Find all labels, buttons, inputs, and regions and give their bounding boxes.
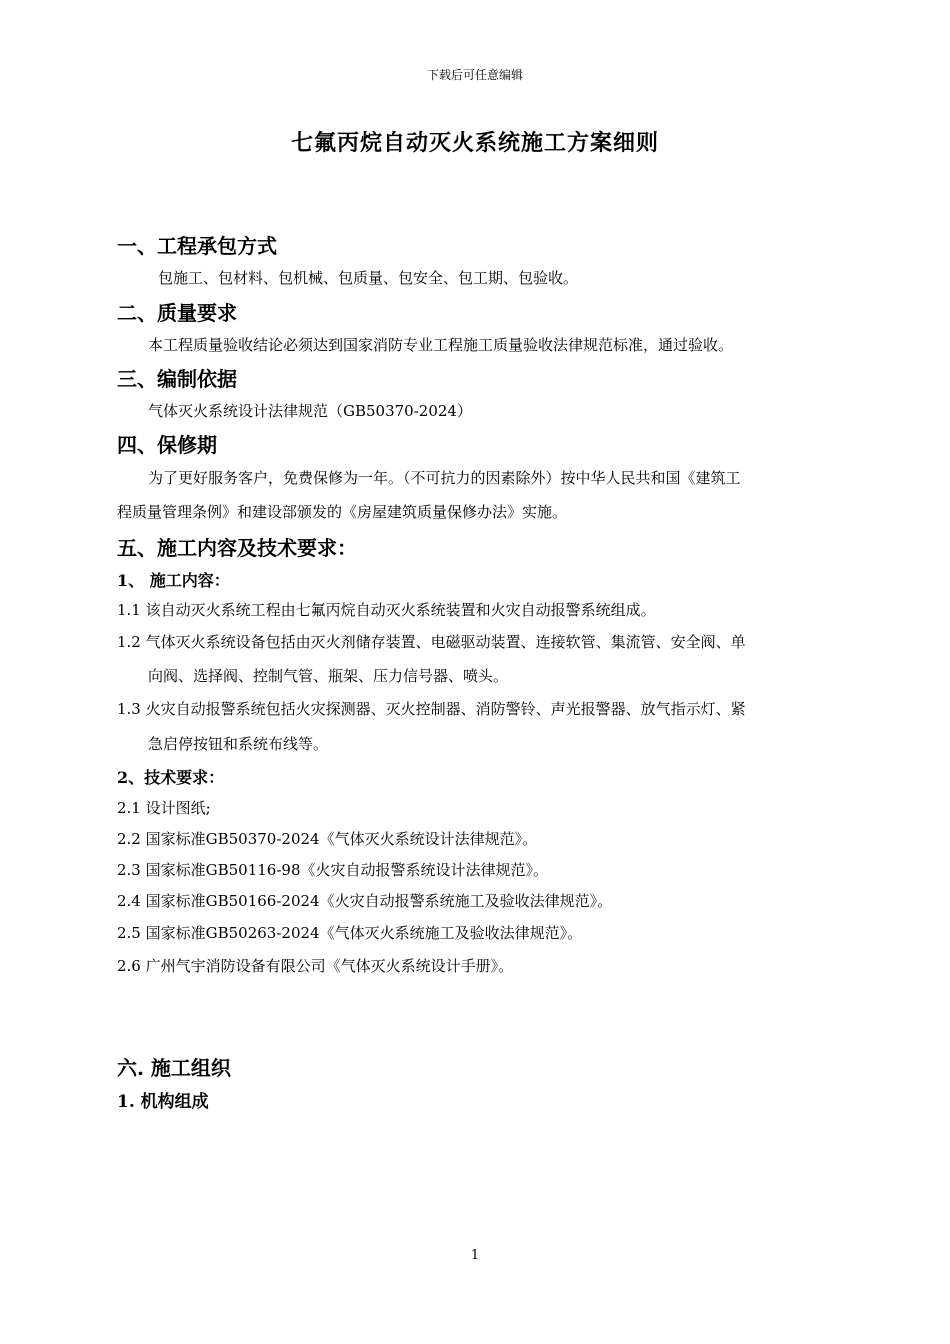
- item-1-1: 1.1 该自动灭火系统工程由七氟丙烷自动灭火系统装置和火灾自动报警系统组成。: [117, 601, 656, 619]
- item-1-3-line-2: 急启停按钮和系统布线等。: [148, 735, 329, 753]
- item-2-3: 2.3 国家标准GB50116-98《火灾自动报警系统设计法律规范》。: [117, 861, 549, 879]
- section-4-body-line-2: 程质量管理条例》和建设部颁发的《房屋建筑质量保修办法》实施。: [117, 503, 568, 521]
- section-4-body-line-1: 为了更好服务客户，免费保修为一年。（不可抗力的因素除外）按中华人民共和国《建筑工: [148, 469, 741, 487]
- item-1-3-line-1: 1.3 火灾自动报警系统包括火灾探测器、灭火控制器、消防警铃、声光报警器、放气指示灯、紧: [117, 700, 746, 718]
- section-6-heading: 六. 施工组织: [117, 1056, 231, 1080]
- item-2-1: 2.1 设计图纸;: [117, 799, 211, 817]
- section-5-heading: 五、施工内容及技术要求：: [117, 536, 357, 560]
- item-2-2: 2.2 国家标准GB50370-2024《气体灭火系统设计法律规范》。: [117, 830, 538, 848]
- item-2-4: 2.4 国家标准GB50166-2024《火灾自动报警系统施工及验收法律规范》。: [117, 892, 613, 910]
- section-5-sub-1: 1、 施工内容：: [117, 571, 230, 590]
- page-number: 1: [470, 1248, 480, 1263]
- section-3-heading: 三、编制依据: [117, 367, 237, 391]
- section-2-heading: 二、质量要求: [117, 301, 237, 325]
- item-2-5: 2.5 国家标准GB50263-2024《气体灭火系统施工及验收法律规范》。: [117, 924, 583, 942]
- item-1-2-line-2: 向阀、选择阀、控制气管、瓶架、压力信号器、喷头。: [148, 667, 509, 685]
- item-2-6: 2.6 广州气宇消防设备有限公司《气体灭火系统设计手册》。: [117, 957, 514, 975]
- section-3-body: 气体灭火系统设计法律规范（GB50370-2024）: [148, 402, 472, 420]
- section-5-sub-2: 2、技术要求：: [117, 768, 225, 787]
- section-1-heading: 一、工程承包方式: [117, 234, 277, 258]
- page-header: 下载后可任意编辑: [426, 68, 523, 82]
- document-title: 七氟丙烷自动灭火系统施工方案细则: [290, 130, 659, 156]
- item-1-2-line-1: 1.2 气体灭火系统设备包括由灭火剂储存装置、电磁驱动装置、连接软管、集流管、安全阀、单: [117, 633, 746, 651]
- section-1-body: 包施工、包材料、包机械、包质量、包安全、包工期、包验收。: [158, 269, 579, 287]
- section-4-heading: 四、保修期: [117, 433, 217, 457]
- section-2-body: 本工程质量验收结论必须达到国家消防专业工程施工质量验收法律规范标准，通过验收。: [148, 336, 734, 354]
- section-6-sub-1: 1. 机构组成: [117, 1092, 209, 1112]
